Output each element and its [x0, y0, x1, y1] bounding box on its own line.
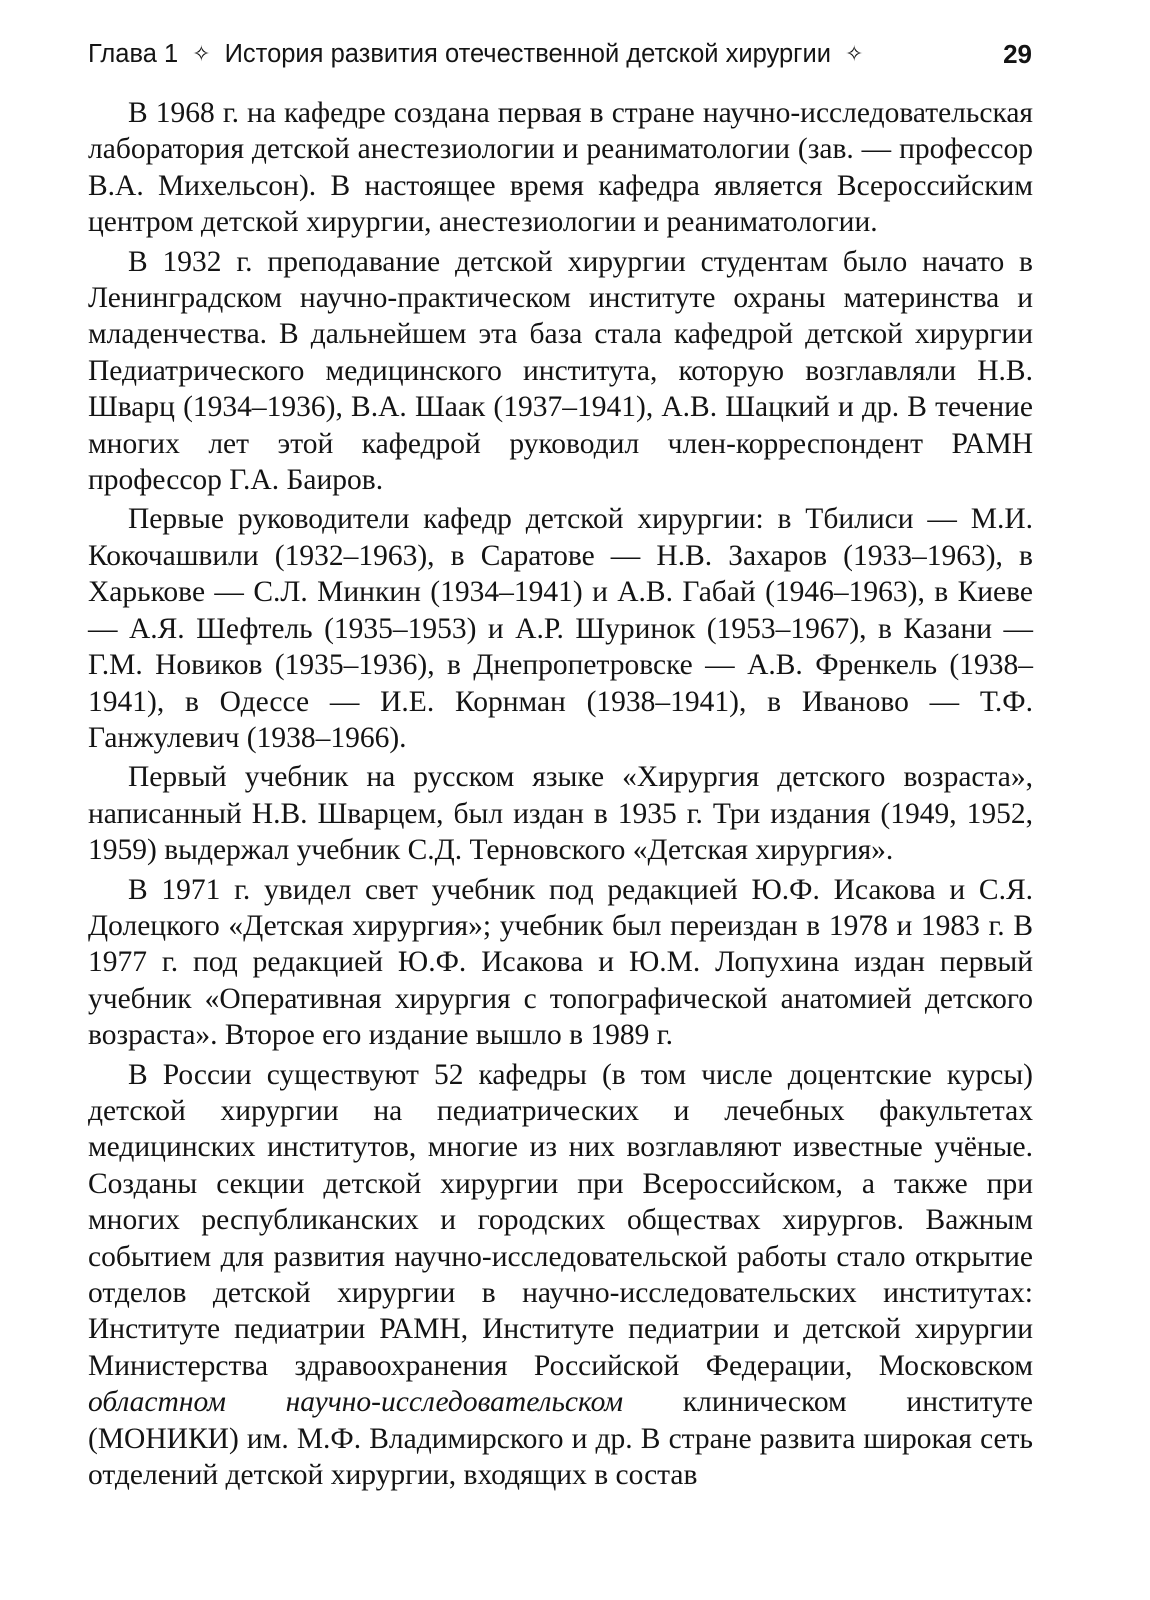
paragraph-first-textbook: Первый учебник на русском языке «Хирургия детского возраста», написанный Н.В. Шварцем, был издан в 1935 г. Три издания (1949, 1952, 1959) выдержал учебник С.Д. Терновского «Детская хирургия». — [88, 761, 1033, 867]
paragraph-anesthesiology-lab: В 1968 г. на кафедре создана первая в стране научно-исследовательская лаборатория детской анестезиологии и реаниматологии (зав. — профессор В.А. Михельсон). В настоящее время кафедра является Всероссийским центром детской хирургии, анестезиологии и реаниматологии. — [88, 97, 1033, 239]
paragraph-russia-departments — [88, 1057, 1033, 1494]
chapter-label: Глава 1 — [88, 40, 179, 68]
paragraph-text-part: В России существуют 52 кафедры (в том числе доцентские курсы) детской хирургии на педиатрических и лечебных факультетах медицинских институтов, многие из них возглавляют известные учёные. Созданы секции детской хирургии при Всероссийском, а также при многих республиканских и городских обществах хирургов. Важным событием для развития научно-исследовательской работы стало открытие отделов детской хирургии в научно-исследовательских институтах: Институте педиатрии РАМН, Институте педиатрии и детской хирургии Министерства здравоохранения Российской Федерации, Московском — [88, 1058, 1033, 1382]
paragraph-text-part: клиническом институте (МОНИКИ) им. М.Ф. Владимирского и др. В стране развита широкая сеть отделений детской хирургии, входящих в состав — [88, 1386, 1033, 1492]
running-head — [88, 34, 1032, 74]
body-text — [88, 95, 1033, 1493]
chapter-title: История развития отечественной детской хирургии — [224, 40, 831, 68]
page-number: 29 — [1003, 39, 1032, 69]
diamond-icon: ✧ — [192, 41, 211, 66]
paragraph-1971-textbook: В 1971 г. увидел свет учебник под редакцией Ю.Ф. Исакова и С.Я. Долецкого «Детская хирургия»; учебник был переиздан в 1978 и 1983 г. В 1977 г. под редакцией Ю.Ф. Исакова и Ю.М. Лопухина издан первый учебник «Оперативная хирургия с топографической анатомией детского возраста». Второе его издание вышло в 1989 г. — [88, 873, 1033, 1052]
italic-phrase: областном научно-исследовательском — [88, 1386, 624, 1419]
paragraph-leningrad: В 1932 г. преподавание детской хирургии студентам было начато в Ленинградском научно-практическом институте охраны материнства и младенчества. В дальнейшем эта база стала кафедрой детской хирургии Педиатрического медицинского института, которую возглавляли Н.В. Шварц (1934–1936), В.А. Шаак (1937–1941), А.В. Шацкий и др. В течение многих лет этой кафедрой руководил член-корреспондент РАМН профессор Г.А. Баиров. — [88, 245, 1033, 497]
paragraph-first-heads: Первые руководители кафедр детской хирургии: в Тбилиси — М.И. Кокочашвили (1932–1963), в Саратове — Н.В. Захаров (1933–1963), в Харькове — С.Л. Минкин (1934–1941) и А.В. Габай (1946–1963), в Киеве — А.Я. Шефтель (1935–1953) и А.Р. Шуринок (1953–1967), в Казани — Г.М. Новиков (1935–1936), в Днепропетровске — А.В. Френкель (1938–1941), в Одессе — И.Е. Корнман (1938–1941), в Иваново — Т.Ф. Ганжулевич (1938–1966). — [88, 503, 1033, 754]
diamond-icon: ✧ — [844, 41, 864, 66]
